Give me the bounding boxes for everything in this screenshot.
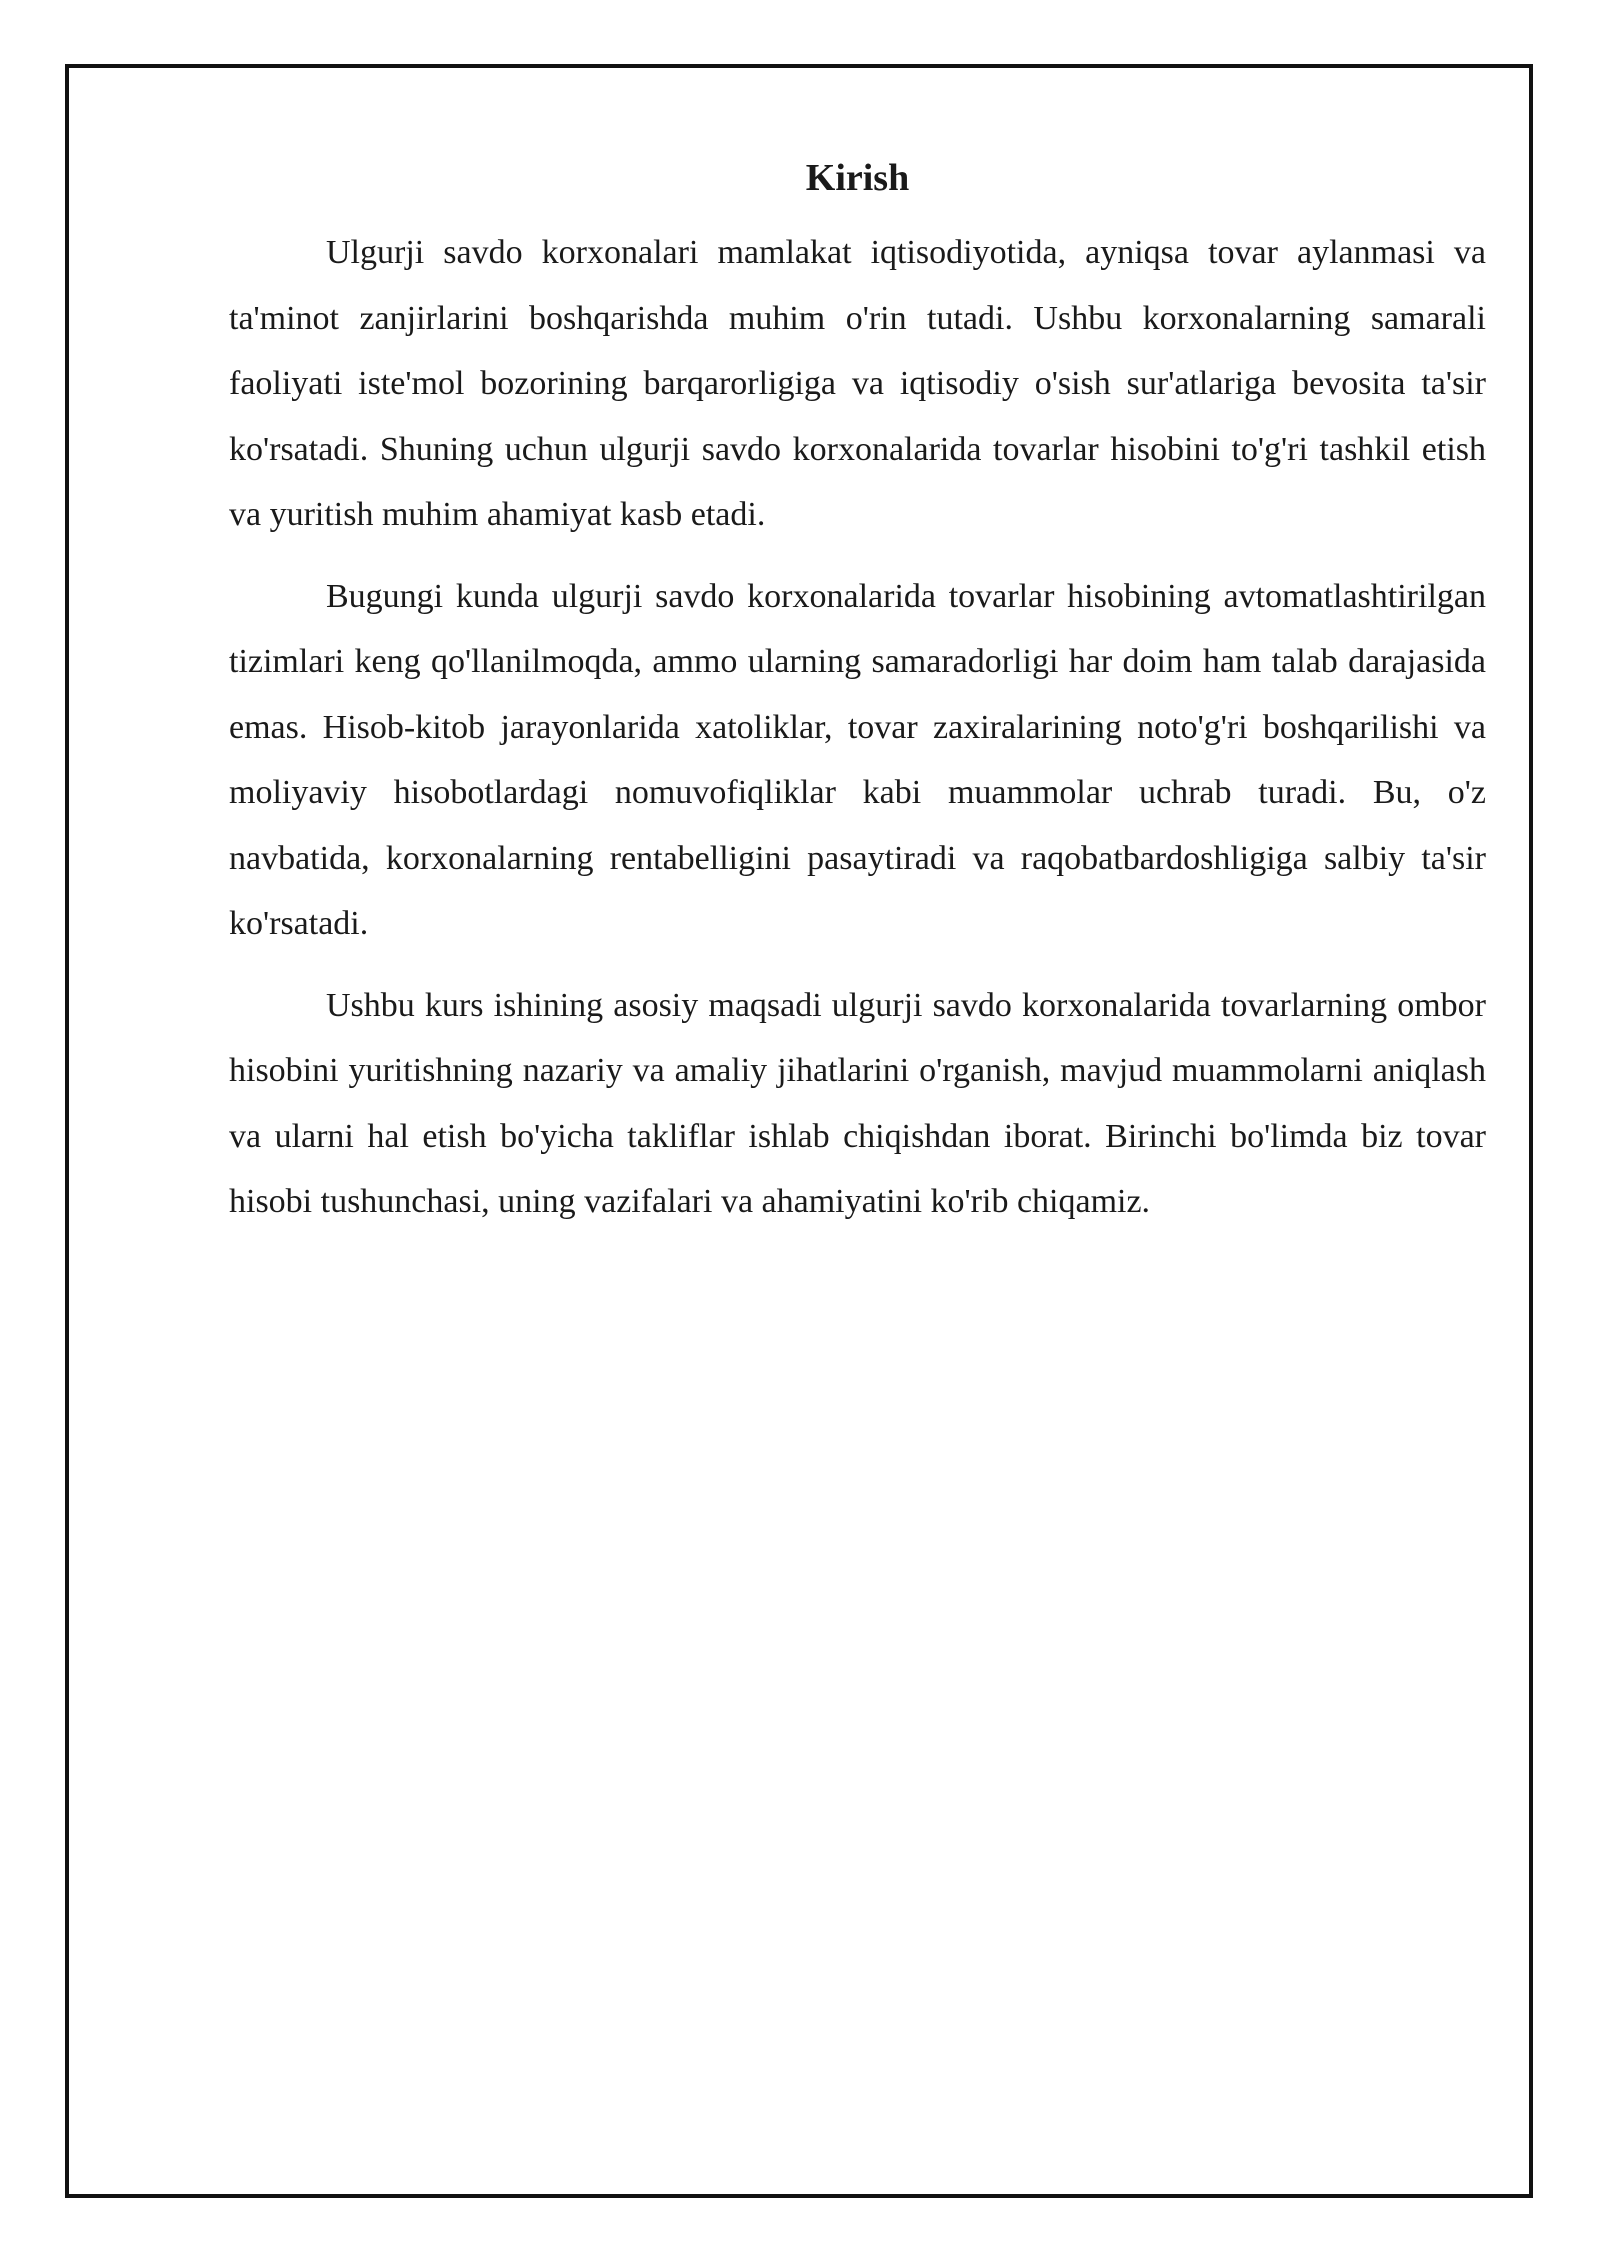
paragraph-3: Ushbu kurs ishining asosiy maqsadi ulgurji savdo korxonalarida tovarlarning ombor hisobini yuritishning nazariy va amaliy jihatlarini o'rganish, mavjud muammolarni aniqlash va ularni hal etish bo'yicha takliflar ishlab chiqishdan iborat. Birinchi bo'limda biz tovar hisobi tushunchasi, uning vazifalari va ahamiyatini ko'rib chiqamiz. [229,986,1486,1220]
paragraph-1: Ulgurji savdo korxonalari mamlakat iqtisodiyotida, ayniqsa tovar aylanmasi va ta'minot zanjirlarini boshqarishda muhim o'rin tutadi. Ushbu korxonalarning samarali faoliyati iste'mol bozorining barqarorligiga va iqtisodiy o'sish sur'atlariga bevosita ta'sir ko'rsatadi. Shuning uchun ulgurji savdo korxonalarida tovarlar hisobini to'g'ri tashkil etish va yuritish muhim ahamiyat kasb etadi. [229,234,1486,533]
paragraph-2: Bugungi kunda ulgurji savdo korxonalarida tovarlar hisobining avtomatlashtirilgan tizimlari keng qo'llanilmoqda, ammo ularning samaradorligi har doim ham talab darajasida emas. Hisob-kitob jarayonlarida xatoliklar, tovar zaxiralarining noto'g'ri boshqarilishi va moliyaviy hisobotlardagi nomuvofiqliklar kabi muammolar uchrab turadi. Bu, o'z navbatida, korxonalarning rentabelligini pasaytiradi va raqobatbardoshligiga salbiy ta'sir ko'rsatadi. [229,577,1486,942]
document-title: Kirish [805,157,910,199]
document-body [229,150,1486,1251]
